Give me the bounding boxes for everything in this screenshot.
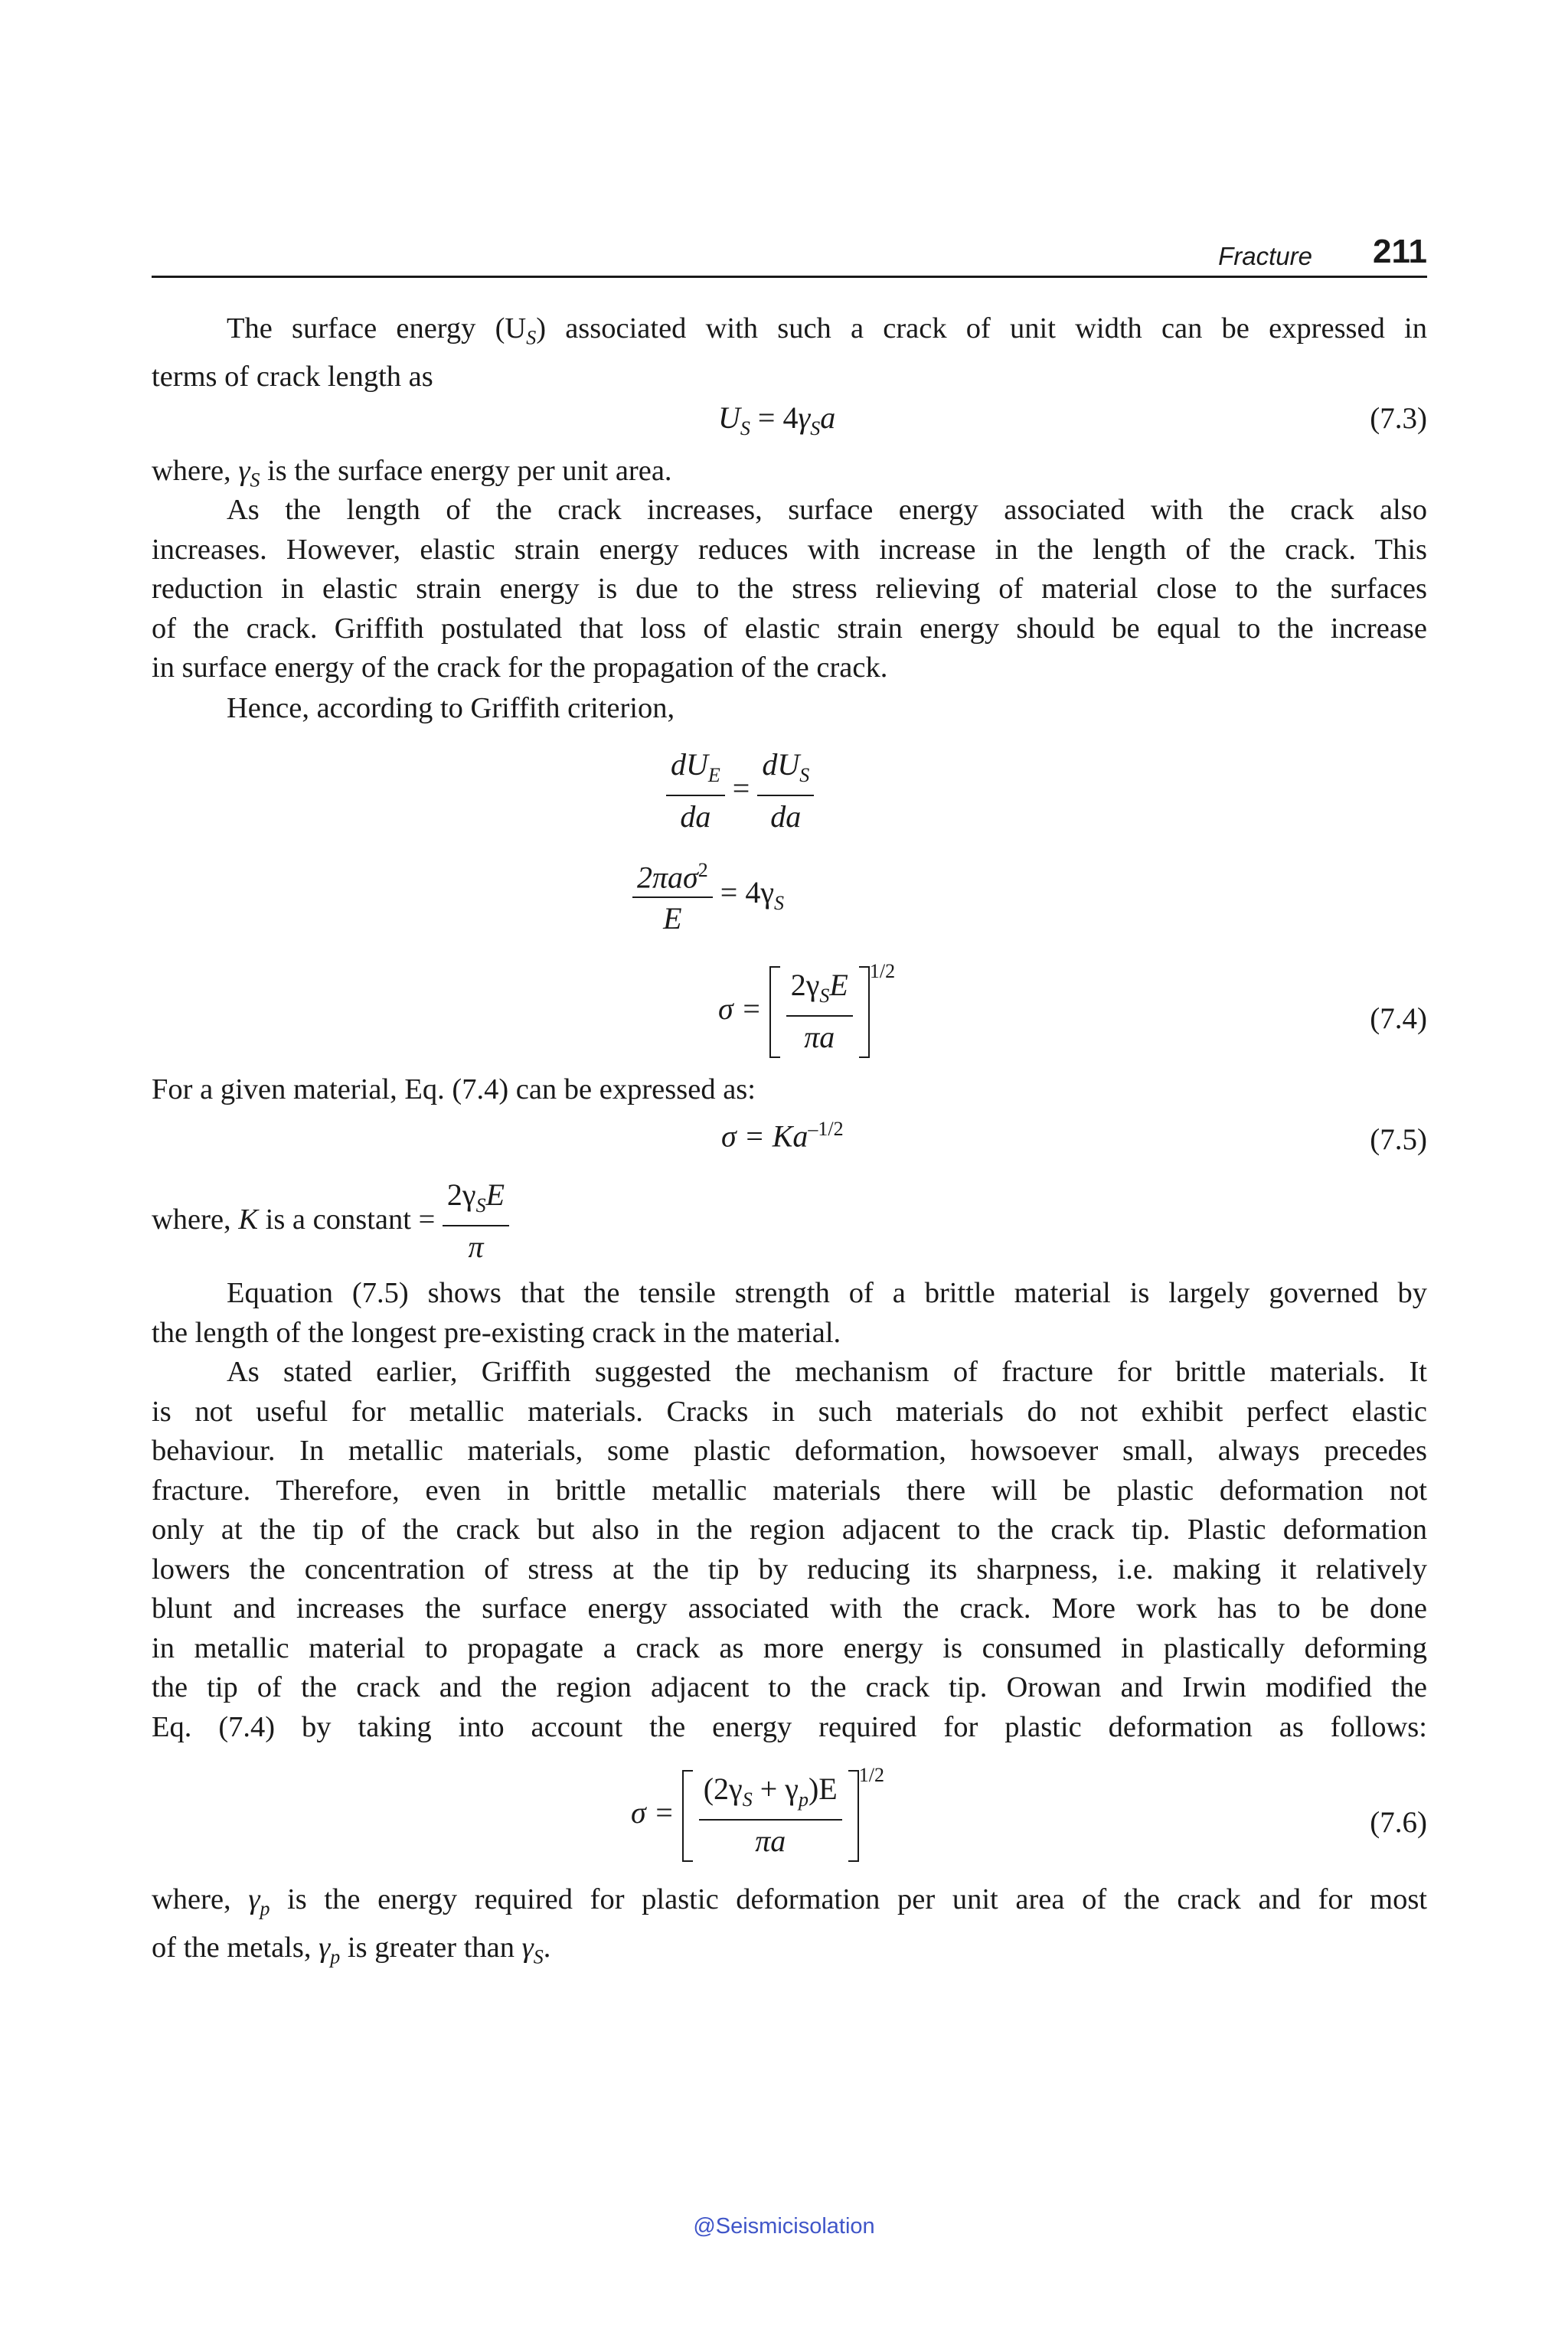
text-line: is not useful for metallic materials. Cracks in such materials do not exhibit perfect elastic: [152, 1395, 1427, 1428]
paragraph-griffith-postulate: [152, 491, 1427, 688]
equation-energy-balance: $\frac{dU_E}{da}$ = $\frac{dU_S}{da}$: [666, 746, 814, 838]
equation-7-5: $\sigma = Ka^{-1/2}$: [721, 1118, 844, 1154]
text-line: of the metals, $\gamma_p$ is greater than $\gamma_S$.: [152, 1932, 551, 1968]
page-number: 211: [1373, 233, 1427, 270]
text-line: the length of the longest pre-existing crack in the material.: [152, 1316, 841, 1349]
text-line: As the length of the crack increases, surface energy associated with the crack also: [227, 494, 1427, 526]
text-line: increases. However, elastic strain energy reduces with increase in the length of the crack. This: [152, 533, 1427, 566]
text-line: only at the tip of the crack but also in the region adjacent to the crack tip. Plastic deformation: [152, 1514, 1427, 1546]
text-line: the tip of the crack and the region adjacent to the crack tip. Orowan and Irwin modified the: [152, 1671, 1427, 1703]
text-line: where, $\gamma_p$ is the energy required for plastic deformation per unit area of the crack and for most: [152, 1883, 1427, 1920]
text-line: terms of crack length as: [152, 361, 433, 394]
paragraph-hence: Hence, according to Griffith criterion,: [227, 692, 675, 724]
text-line: fracture. Therefore, even in brittle metallic materials there will be plastic deformation not: [152, 1474, 1427, 1507]
paragraph-surface-energy: [152, 309, 1427, 397]
text-line: blunt and increases the surface energy associated with the crack. More work has to be done: [152, 1592, 1427, 1625]
watermark-text: @Seismicisolation: [693, 2214, 875, 2239]
text-line: in metallic material to propagate a crack as more energy is consumed in plastically deforming: [152, 1631, 1427, 1664]
equation-griffith-strain: $\frac{2\pi a\sigma^2}{E}$ = $4\gamma_S$: [632, 851, 784, 939]
paragraph-gamma-definition: where, $\gamma_S$ is the surface energy per unit area.: [152, 455, 672, 491]
paragraph-constant-k: where, K is a constant = $\frac{2\gamma_SE}{\pi}$: [152, 1176, 509, 1268]
equation-7-3: $U_S = 4\gamma_Sa$: [718, 400, 836, 439]
equation-number: (7.6): [1370, 1806, 1427, 1839]
text-line: behaviour. In metallic materials, some plastic deformation, howsoever small, always precedes: [152, 1435, 1427, 1467]
text-line: As stated earlier, Griffith suggested the mechanism of fracture for brittle materials. It: [227, 1356, 1427, 1388]
paragraph-tensile-strength: [152, 1274, 1427, 1353]
text-line: lowers the concentration of stress at the tip by reducing its sharpness, i.e. making it relatively: [152, 1553, 1427, 1586]
text-line: Eq. (7.4) by taking into account the energy required for plastic deformation as follows:: [152, 1710, 1427, 1743]
text-line: in surface energy of the crack for the propagation of the crack.: [152, 652, 888, 684]
paragraph-orowan-irwin: [152, 1353, 1427, 1747]
paragraph-gamma-p: [152, 1880, 1427, 1977]
text-line: reduction in elastic strain energy is due to the stress relieving of material close to the surfaces: [152, 573, 1427, 605]
equation-7-4: σ = $\frac{2\gamma_SE}{\pi a}$ $^{1/2}$: [718, 966, 895, 1058]
text-line: The surface energy $(U_S)$ associated with such a crack of unit width can be expressed in: [227, 312, 1428, 349]
equation-7-6: σ = $\frac{(2\gamma_S + \gamma_p)E}{\pi a}$ $^{1/2}$: [631, 1770, 884, 1862]
running-header: [152, 230, 1427, 278]
equation-number: (7.5): [1370, 1123, 1427, 1156]
section-title: Fracture: [1218, 242, 1312, 270]
equation-number: (7.4): [1370, 1002, 1427, 1035]
text-line: of the crack. Griffith postulated that loss of elastic strain energy should be equal to the increase: [152, 612, 1427, 645]
text-line: Equation (7.5) shows that the tensile strength of a brittle material is largely governed by: [227, 1277, 1427, 1309]
paragraph-given-material: For a given material, Eq. (7.4) can be expressed as:: [152, 1073, 756, 1105]
equation-number: (7.3): [1370, 402, 1427, 435]
